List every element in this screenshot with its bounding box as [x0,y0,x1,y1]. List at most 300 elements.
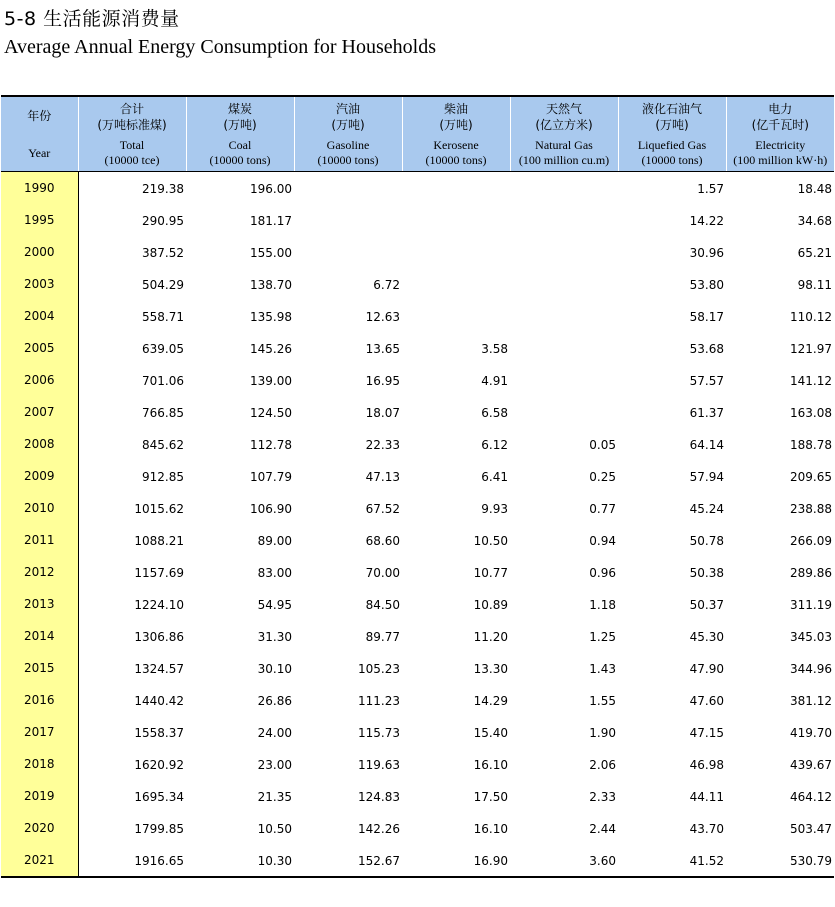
year-value: 2021 [23,853,55,867]
column-header-coal-zh: 煤炭 [227,101,252,116]
column-header-coal-en: Coal [228,137,252,152]
total-cell [78,204,186,236]
liquefied-gas-value: 1.57 [697,182,724,196]
kerosene-cell [402,748,510,780]
natural-gas-cell [510,524,618,556]
natural-gas-value: 2.33 [589,790,616,804]
coal-value: 26.86 [257,694,292,708]
total-value: 1224.10 [134,598,184,612]
natural-gas-value: 0.05 [589,438,616,452]
gasoline-value: 115.73 [358,726,400,740]
gasoline-cell [294,748,402,780]
kerosene-cell [402,812,510,844]
coal-value: 10.30 [257,854,292,868]
natural-gas-cell [510,268,618,300]
year-cell [1,524,78,556]
total-value: 766.85 [142,406,184,420]
total-cell [78,492,186,524]
electricity-cell [726,300,834,332]
electricity-cell [726,588,834,620]
year-cell [1,364,78,396]
year-value: 2004 [23,309,55,323]
natural-gas-cell [510,300,618,332]
coal-cell [186,684,294,716]
gasoline-value: 16.95 [365,374,400,388]
total-value: 701.06 [142,374,184,388]
total-value: 387.52 [142,246,184,260]
liquefied-gas-value: 57.94 [689,470,724,484]
coal-cell [186,396,294,428]
column-header-gasoline-unit-zh: (万吨) [331,117,365,132]
coal-value: 112.78 [250,438,292,452]
column-header-electricity-unit-zh: (亿千瓦时) [751,117,809,132]
coal-value: 24.00 [257,726,292,740]
total-value: 219.38 [142,182,184,196]
electricity-cell [726,172,834,205]
year-value: 2009 [23,469,55,483]
electricity-cell [726,812,834,844]
gasoline-value: 89.77 [365,630,400,644]
total-cell [78,588,186,620]
electricity-value: 209.65 [790,470,832,484]
column-header-electricity-en: Electricity [755,137,806,152]
natural-gas-cell [510,172,618,205]
natural-gas-cell [510,492,618,524]
coal-value: 54.95 [257,598,292,612]
electricity-value: 530.79 [790,854,832,868]
year-value: 2000 [23,245,55,259]
column-header-natural-gas-en: Natural Gas [535,137,593,152]
liquefied-gas-value: 47.60 [689,694,724,708]
liquefied-gas-value: 64.14 [689,438,724,452]
gasoline-value: 142.26 [358,822,400,836]
year-value: 2007 [23,405,55,419]
year-cell [1,748,78,780]
liquefied-gas-cell [618,844,726,877]
coal-value: 107.79 [250,470,292,484]
column-header-natural-gas-unit-zh: (亿立方米) [535,117,593,132]
coal-cell [186,332,294,364]
total-value: 1157.69 [134,566,184,580]
page-title-zh: 5-8 生活能源消费量 [4,8,180,30]
kerosene-value: 10.89 [473,598,508,612]
gasoline-cell [294,524,402,556]
liquefied-gas-cell [618,556,726,588]
electricity-cell [726,684,834,716]
liquefied-gas-value: 58.17 [689,310,724,324]
column-header-kerosene-unit-zh: (万吨) [439,117,473,132]
column-header-coal-unit-zh: (万吨) [223,117,257,132]
natural-gas-value: 2.44 [589,822,616,836]
gasoline-cell [294,780,402,812]
coal-cell [186,748,294,780]
year-cell [1,652,78,684]
liquefied-gas-cell [618,396,726,428]
liquefied-gas-value: 50.37 [689,598,724,612]
year-value: 2014 [23,629,55,643]
electricity-value: 188.78 [790,438,832,452]
gasoline-cell [294,684,402,716]
coal-value: 30.10 [257,662,292,676]
coal-cell [186,812,294,844]
kerosene-value: 16.10 [473,758,508,772]
kerosene-cell [402,460,510,492]
kerosene-cell [402,268,510,300]
year-cell [1,172,78,205]
coal-cell [186,236,294,268]
total-cell [78,236,186,268]
total-cell [78,780,186,812]
total-cell [78,396,186,428]
year-value: 2008 [23,437,55,451]
year-cell [1,620,78,652]
column-header-kerosene-zh: 柴油 [443,101,468,116]
total-cell [78,300,186,332]
total-value: 1088.21 [134,534,184,548]
coal-cell [186,460,294,492]
table-row [1,684,834,716]
year-cell [1,812,78,844]
kerosene-cell [402,780,510,812]
gasoline-value: 47.13 [365,470,400,484]
electricity-value: 163.08 [790,406,832,420]
total-cell [78,844,186,877]
table-row [1,556,834,588]
column-header-coal [186,96,294,172]
electricity-value: 18.48 [797,182,832,196]
table-row [1,652,834,684]
gasoline-cell [294,812,402,844]
gasoline-value: 70.00 [365,566,400,580]
coal-value: 135.98 [250,310,292,324]
total-cell [78,268,186,300]
coal-cell [186,300,294,332]
gasoline-cell [294,716,402,748]
year-cell [1,780,78,812]
natural-gas-cell [510,588,618,620]
column-header-gasoline-zh: 汽油 [335,101,360,116]
electricity-cell [726,780,834,812]
total-value: 1558.37 [134,726,184,740]
year-cell [1,396,78,428]
column-header-total-en: Total [119,137,145,152]
natural-gas-value: 0.77 [589,502,616,516]
total-value: 1015.62 [134,502,184,516]
liquefied-gas-cell [618,748,726,780]
liquefied-gas-cell [618,268,726,300]
kerosene-cell [402,524,510,556]
electricity-cell [726,620,834,652]
natural-gas-cell [510,460,618,492]
gasoline-value: 84.50 [365,598,400,612]
column-header-natural-gas-zh: 天然气 [545,101,582,116]
gasoline-cell [294,204,402,236]
total-value: 558.71 [142,310,184,324]
liquefied-gas-cell [618,524,726,556]
electricity-value: 464.12 [790,790,832,804]
natural-gas-cell [510,332,618,364]
kerosene-cell [402,588,510,620]
gasoline-cell [294,652,402,684]
liquefied-gas-cell [618,364,726,396]
kerosene-cell [402,300,510,332]
year-cell [1,588,78,620]
coal-value: 10.50 [257,822,292,836]
total-cell [78,460,186,492]
liquefied-gas-value: 43.70 [689,822,724,836]
column-header-natural-gas [510,96,618,172]
column-header-total-unit-zh: (万吨标准煤) [97,117,167,132]
coal-value: 83.00 [257,566,292,580]
table-row [1,396,834,428]
liquefied-gas-cell [618,684,726,716]
electricity-value: 503.47 [790,822,832,836]
total-value: 1695.34 [134,790,184,804]
electricity-value: 110.12 [790,310,832,324]
total-cell [78,364,186,396]
liquefied-gas-cell [618,588,726,620]
year-cell [1,684,78,716]
table-row [1,300,834,332]
year-cell [1,236,78,268]
column-header-electricity-unit-en: (100 million kW·h) [733,152,828,167]
kerosene-value: 13.30 [473,662,508,676]
natural-gas-cell [510,652,618,684]
coal-cell [186,844,294,877]
table-row [1,172,834,205]
natural-gas-cell [510,748,618,780]
table-row [1,492,834,524]
gasoline-value: 67.52 [365,502,400,516]
liquefied-gas-value: 50.78 [689,534,724,548]
coal-value: 196.00 [250,182,292,196]
column-header-coal-unit-en: (10000 tons) [209,152,271,167]
gasoline-value: 68.60 [365,534,400,548]
liquefied-gas-value: 53.68 [689,342,724,356]
total-value: 504.29 [142,278,184,292]
liquefied-gas-value: 57.57 [689,374,724,388]
natural-gas-cell [510,844,618,877]
kerosene-cell [402,492,510,524]
electricity-value: 439.67 [790,758,832,772]
gasoline-cell [294,460,402,492]
natural-gas-cell [510,428,618,460]
coal-cell [186,492,294,524]
electricity-cell [726,332,834,364]
liquefied-gas-cell [618,172,726,205]
gasoline-value: 12.63 [365,310,400,324]
year-cell [1,300,78,332]
gasoline-value: 111.23 [358,694,400,708]
column-header-kerosene-en: Kerosene [433,137,479,152]
electricity-value: 65.21 [797,246,832,260]
coal-cell [186,268,294,300]
kerosene-value: 3.58 [481,342,508,356]
natural-gas-value: 1.18 [589,598,616,612]
column-header-gasoline-unit-en: (10000 tons) [317,152,379,167]
total-cell [78,620,186,652]
liquefied-gas-cell [618,460,726,492]
electricity-cell [726,716,834,748]
liquefied-gas-value: 14.22 [689,214,724,228]
column-header-liquefied-gas-unit-zh: (万吨) [655,117,689,132]
coal-cell [186,172,294,205]
kerosene-value: 4.91 [481,374,508,388]
electricity-cell [726,492,834,524]
gasoline-cell [294,492,402,524]
year-cell [1,716,78,748]
electricity-value: 141.12 [790,374,832,388]
coal-value: 124.50 [250,406,292,420]
table-row [1,588,834,620]
natural-gas-value: 2.06 [589,758,616,772]
coal-value: 139.00 [250,374,292,388]
electricity-value: 238.88 [790,502,832,516]
coal-cell [186,780,294,812]
table-row [1,268,834,300]
column-header-total-unit-en: (10000 tce) [104,152,160,167]
gasoline-value: 152.67 [358,854,400,868]
total-value: 1440.42 [134,694,184,708]
year-cell [1,460,78,492]
year-cell [1,204,78,236]
electricity-value: 34.68 [797,214,832,228]
gasoline-cell [294,332,402,364]
natural-gas-value: 1.43 [589,662,616,676]
column-header-liquefied-gas-zh: 液化石油气 [641,101,702,116]
coal-value: 23.00 [257,758,292,772]
gasoline-cell [294,300,402,332]
total-value: 639.05 [142,342,184,356]
table-row [1,364,834,396]
kerosene-value: 9.93 [481,502,508,516]
natural-gas-value: 1.55 [589,694,616,708]
liquefied-gas-cell [618,300,726,332]
kerosene-value: 10.77 [473,566,508,580]
natural-gas-cell [510,204,618,236]
total-value: 1620.92 [134,758,184,772]
year-cell [1,428,78,460]
table-row [1,332,834,364]
coal-value: 155.00 [250,246,292,260]
kerosene-cell [402,844,510,877]
column-header-total-zh: 合计 [119,101,144,116]
column-header-year-en: Year [28,145,51,160]
kerosene-value: 6.58 [481,406,508,420]
total-value: 1306.86 [134,630,184,644]
coal-cell [186,428,294,460]
year-value: 2012 [23,565,55,579]
electricity-cell [726,652,834,684]
kerosene-value: 15.40 [473,726,508,740]
year-value: 2015 [23,661,55,675]
page-title-en: Average Annual Energy Consumption for Households [4,36,436,58]
kerosene-value: 16.90 [473,854,508,868]
liquefied-gas-value: 44.11 [689,790,724,804]
electricity-cell [726,236,834,268]
total-cell [78,172,186,205]
electricity-value: 419.70 [790,726,832,740]
liquefied-gas-value: 61.37 [689,406,724,420]
natural-gas-cell [510,780,618,812]
coal-value: 106.90 [250,502,292,516]
coal-cell [186,716,294,748]
kerosene-cell [402,364,510,396]
liquefied-gas-cell [618,236,726,268]
natural-gas-cell [510,812,618,844]
column-header-total [78,96,186,172]
column-header-electricity-zh: 电力 [768,101,793,116]
natural-gas-value: 0.94 [589,534,616,548]
electricity-cell [726,460,834,492]
column-header-liquefied-gas-unit-en: (10000 tons) [641,152,703,167]
gasoline-value: 18.07 [365,406,400,420]
table-row [1,812,834,844]
liquefied-gas-value: 30.96 [689,246,724,260]
gasoline-value: 119.63 [358,758,400,772]
electricity-cell [726,428,834,460]
gasoline-value: 13.65 [365,342,400,356]
gasoline-cell [294,172,402,205]
electricity-cell [726,556,834,588]
liquefied-gas-cell [618,716,726,748]
kerosene-cell [402,684,510,716]
total-value: 845.62 [142,438,184,452]
year-value: 2017 [23,725,55,739]
total-value: 290.95 [142,214,184,228]
year-value: 2019 [23,789,55,803]
kerosene-cell [402,428,510,460]
natural-gas-cell [510,684,618,716]
year-value: 2013 [23,597,55,611]
kerosene-cell [402,204,510,236]
natural-gas-value: 0.96 [589,566,616,580]
gasoline-cell [294,588,402,620]
natural-gas-value: 3.60 [589,854,616,868]
gasoline-value: 124.83 [358,790,400,804]
natural-gas-value: 0.25 [589,470,616,484]
year-cell [1,268,78,300]
kerosene-cell [402,716,510,748]
year-value: 2003 [23,277,55,291]
column-header-liquefied-gas-en: Liquefied Gas [637,137,707,152]
year-value: 2005 [23,341,55,355]
gasoline-cell [294,236,402,268]
electricity-value: 266.09 [790,534,832,548]
gasoline-cell [294,556,402,588]
gasoline-cell [294,268,402,300]
column-header-kerosene [402,96,510,172]
electricity-value: 289.86 [790,566,832,580]
column-header-gasoline-en: Gasoline [326,137,370,152]
total-value: 912.85 [142,470,184,484]
natural-gas-value: 1.90 [589,726,616,740]
electricity-cell [726,204,834,236]
gasoline-cell [294,844,402,877]
table-body [1,172,834,878]
total-cell [78,524,186,556]
electricity-value: 345.03 [790,630,832,644]
column-header-liquefied-gas [618,96,726,172]
year-value: 2006 [23,373,55,387]
coal-value: 138.70 [250,278,292,292]
year-value: 2010 [23,501,55,515]
coal-cell [186,524,294,556]
coal-value: 181.17 [250,214,292,228]
natural-gas-cell [510,716,618,748]
year-cell [1,556,78,588]
kerosene-cell [402,172,510,205]
